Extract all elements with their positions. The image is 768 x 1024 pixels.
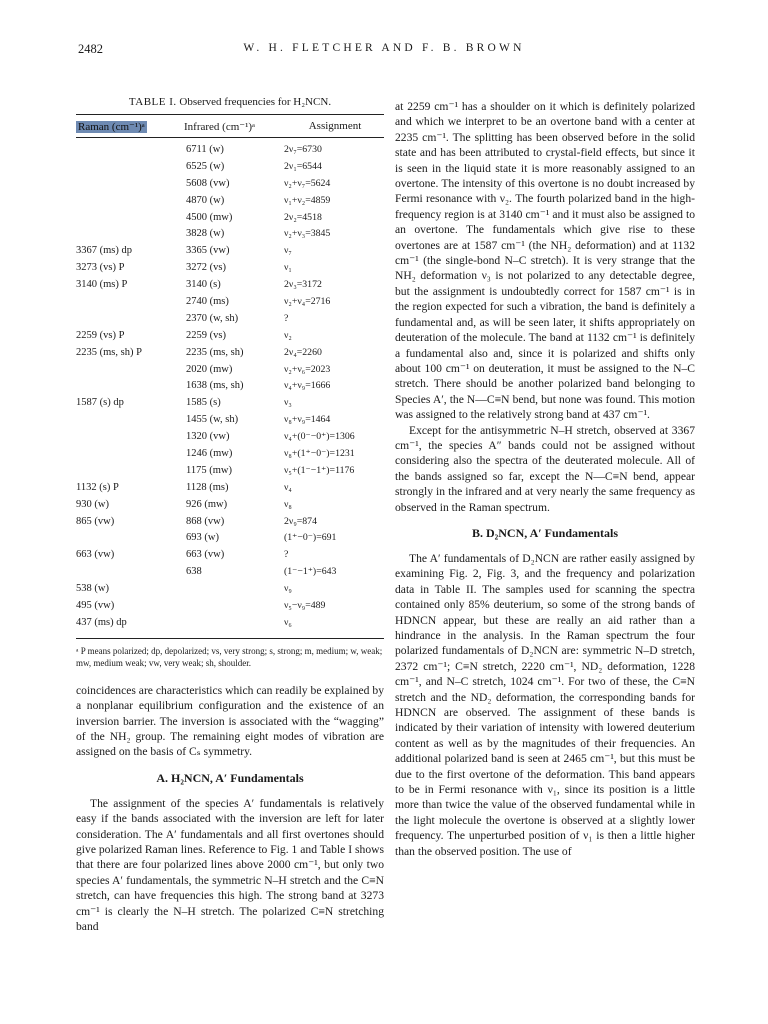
raman-cell: 930 (w): [76, 498, 109, 510]
infrared-cell: 4870 (w): [186, 194, 225, 206]
right-paragraph-1: at 2259 cm⁻¹ has a shoulder on it which is definitely polarized and which we interpret to be an overtone band with a center at 2235 cm⁻¹. The splitting has been observed before in the solid state and has been attributed to crystal-field effects, but since it is seen in the liquid state it is more reasonably assigned to an overtone. The intensity of this overtone is no doubt increased by Fermi resonance with ν₂. The fourth polarized band in the high-frequency region is at 3140 cm⁻¹ and it must also be assigned to an overtone. The fundamentals which give rise to these overtones are at 1587 cm⁻¹ (the NH₂ deformation) and at 1132 cm⁻¹ (the single-bond N–C stretch). It is very strange that the NH₂ deformation ν₃ is not polarized to any detectable degree, but the assignment is undoubtedly correct for 1587 cm⁻¹ is in the region expected for such a vibration, the band is definitely a fundamental and, as will be seen later, it shifts appropriately on deuteration of the molecule. The band at 1132 cm⁻¹ is definitely a fundamental also and, since it is polarized and shifts only about 100 cm⁻¹ on deuteration, it must be assigned to the N–C stretch. There should be another polarized band belonging to Species A′, the N—C≡N bend, but none was found. This motion was assigned to the relatively strong band at 437 cm⁻¹.: [395, 100, 695, 422]
assignment-cell: ν₈+ν₉=1464: [284, 414, 331, 426]
assignment-cell: ν₄+ν₉=1666: [284, 380, 331, 392]
infrared-cell: 1638 (ms, sh): [186, 380, 244, 392]
right-column: [395, 99, 695, 859]
table-row: [76, 345, 384, 362]
table-row: [76, 412, 384, 429]
infrared-cell: 2235 (ms, sh): [186, 346, 244, 358]
section-heading-b: B. D₂NCN, A′ Fundamentals: [472, 525, 618, 540]
table-row: [76, 514, 384, 531]
infrared-cell: 6711 (w): [186, 144, 224, 155]
table-row: [76, 210, 384, 227]
table-caption-text: Observed frequencies for H₂NCN.: [179, 96, 332, 108]
raman-cell: [76, 446, 186, 463]
table-row: [76, 176, 384, 193]
raman-cell: [76, 530, 186, 547]
table-caption: [76, 96, 384, 108]
right-paragraph-2: Except for the antisymmetric N–H stretch, observed at 3367 cm⁻¹, the species A″ bands could not be assigned without considering also the spectra of the deuterated molecule. All of the bands assigned so far, except the N—C≡N bend, appear strongly in the infrared and at very nearly the same frequency as observed in the Raman spectrum.: [395, 423, 695, 514]
table-header-row: [76, 115, 384, 138]
table-row: [76, 294, 384, 311]
raman-cell: 865 (vw): [76, 515, 115, 527]
infrared-cell: 3272 (vs): [186, 262, 226, 274]
assignment-cell: ν₄+(0⁻−0⁺)=1306: [284, 431, 355, 443]
table-row: [76, 260, 384, 277]
infrared-cell: 3828 (w): [186, 228, 225, 240]
assignment-cell: ν₃: [284, 397, 292, 409]
assignment-cell: ?: [284, 312, 289, 324]
infrared-cell: [186, 598, 284, 615]
raman-cell: 538 (w): [76, 583, 109, 595]
infrared-cell: 2740 (ms): [186, 296, 229, 308]
table-body: [76, 138, 384, 638]
table-row: [76, 328, 384, 345]
assignment-cell: ?: [284, 549, 289, 561]
assignment-cell: ν₄: [284, 481, 292, 493]
table-row: [76, 564, 384, 581]
table-row: [76, 142, 384, 159]
section-heading-a: A. H₂NCN, A′ Fundamentals: [156, 770, 304, 785]
assignment-cell: ν₆: [284, 616, 292, 628]
table-row: [76, 429, 384, 446]
raman-cell: 495 (vw): [76, 600, 115, 612]
assignment-cell: ν₂+ν₄=2716: [284, 296, 331, 308]
raman-cell: [76, 412, 186, 429]
assignment-cell: ν₁+ν₂=4859: [284, 194, 331, 206]
raman-cell: 437 (ms) dp: [76, 616, 127, 628]
table-row: [76, 395, 384, 412]
assignment-cell: 2ν₉=874: [284, 515, 317, 527]
raman-cell: 2235 (ms, sh) P: [76, 346, 142, 358]
assignment-cell: ν₅−ν₉=489: [284, 600, 326, 612]
table-caption-label: TABLE I.: [128, 96, 177, 108]
header-infrared: Infrared (cm⁻¹)ᵃ: [184, 121, 256, 133]
infrared-cell: [186, 581, 284, 598]
table-row: [76, 243, 384, 260]
raman-cell: [76, 193, 186, 210]
left-paragraph-2: The assignment of the species A′ fundamentals is relatively easy if the bands associated with the inversion are left for later consideration. The A′ fundamentals and all first overtones should give polarized Raman lines. Reference to Fig. 1 and Table I shows that there are four polarized lines above 2000 cm⁻¹, but only two species A′ fundamentals, the symmetric N–H stretch and the C≡N stretch, can have frequencies this high. The strong band at 3273 cm⁻¹ is clearly the N–H stretch. The polarized C≡N stretching band: [76, 796, 384, 934]
table-row: [76, 362, 384, 379]
infrared-cell: 2259 (vs): [186, 329, 226, 341]
left-column: [76, 96, 384, 935]
table-row: [76, 598, 384, 615]
table-row: [76, 581, 384, 598]
infrared-cell: 663 (vw): [186, 549, 225, 561]
table-row: [76, 615, 384, 632]
assignment-cell: ν₈: [284, 498, 292, 510]
assignment-cell: 2ν₂=4518: [284, 211, 322, 223]
page-header: [0, 42, 768, 62]
table-row: [76, 446, 384, 463]
assignment-cell: ν₂+ν₇=5624: [284, 177, 331, 189]
table-row: [76, 277, 384, 294]
raman-cell: [76, 311, 186, 328]
raman-cell: [76, 362, 186, 379]
assignment-cell: (1⁺−0⁻)=691: [284, 532, 337, 544]
raman-cell: 1132 (s) P: [76, 481, 119, 493]
infrared-cell: 1320 (vw): [186, 431, 230, 443]
infrared-cell: 693 (w): [186, 532, 219, 544]
assignment-cell: 2ν₃=3172: [284, 279, 322, 291]
infrared-cell: 3365 (vw): [186, 245, 230, 257]
assignment-cell: ν₉: [284, 583, 292, 595]
infrared-cell: 4500 (mw): [186, 211, 233, 223]
raman-cell: [76, 294, 186, 311]
right-paragraph-3: The A′ fundamentals of D₂NCN are rather easily assigned by examining Fig. 2, Fig. 3, and the frequency and polarization data in Table II. The samples used for scanning the spectra contained only 85% deuterium, so some of the strong bands of HDNCN appear, but these are really an aid rather than a hindrance in the analysis. In the Raman spectrum the four polarized fundamentals of D₂NCN are: symmetric N–D stretch, 2372 cm⁻¹; C≡N stretch, 2220 cm⁻¹, ND₂ deformation, 1228 cm⁻¹, and N–C stretch, 1024 cm⁻¹. For two of these, the C≡N stretch and the ND₂ deformation, the corresponding bands for HDNCN are observed. The assignment of these bands is indicated by their variation of intensity with lowered deuterium content as well as by the magnitudes of their frequencies. An additional polarized band is seen at 2465 cm⁻¹, but this must be due to the first overtone of the deformation. This band appears to be in Fermi resonance with ν₁, since its position is a little more than twice the value of the observed fundamental while in the light molecule the overtone is observed at a slightly lower frequency. The unperturbed position of ν₁ is then a little higher than the observed position. The use of: [395, 551, 695, 858]
assignment-cell: 2ν₇=6730: [284, 144, 322, 155]
assignment-cell: ν₅+(1⁻−1⁺)=1176: [284, 464, 355, 476]
table-row: [76, 480, 384, 497]
running-head: W. H. FLETCHER AND F. B. BROWN: [243, 42, 525, 54]
table-row: [76, 193, 384, 210]
infrared-cell: 926 (mw): [186, 498, 228, 510]
infrared-cell: 1246 (mw): [186, 448, 233, 460]
raman-cell: [76, 176, 186, 193]
raman-cell: 3140 (ms) P: [76, 279, 128, 291]
infrared-cell: 868 (vw): [186, 515, 225, 527]
assignment-cell: ν₂: [284, 329, 292, 341]
infrared-cell: 1455 (w, sh): [186, 414, 239, 426]
assignment-cell: ν₁: [284, 262, 292, 274]
raman-cell: [76, 564, 186, 581]
table-row: [76, 226, 384, 243]
page-number: 2482: [78, 42, 103, 56]
raman-cell: [76, 429, 186, 446]
assignment-cell: 2ν₄=2260: [284, 346, 322, 358]
table-footnote: ᵃ P means polarized; dp, depolarized; vs, very strong; s, strong; m, medium; w, weak; mw, medium weak; vw, very weak; sh, shoulder.: [76, 645, 383, 668]
raman-cell: 663 (vw): [76, 549, 115, 561]
infrared-cell: 1585 (s): [186, 397, 221, 409]
table-row: [76, 311, 384, 328]
assignment-cell: ν₂+ν₆=2023: [284, 363, 331, 375]
assignment-cell: ν₈+(1⁺−0⁻)=1231: [284, 448, 355, 460]
raman-cell: [76, 378, 186, 395]
raman-cell: 3367 (ms) dp: [76, 245, 132, 257]
header-assignment: Assignment: [308, 120, 362, 132]
infrared-cell: [186, 615, 284, 632]
table-row: [76, 497, 384, 514]
infrared-cell: 638: [186, 566, 202, 578]
raman-cell: [76, 142, 186, 159]
assignment-cell: 2ν₁=6544: [284, 160, 322, 172]
header-raman: Raman (cm⁻¹)ᵃ: [78, 121, 145, 133]
raman-cell: [76, 463, 186, 480]
infrared-cell: 2020 (mw): [186, 363, 233, 375]
raman-cell: 3273 (vs) P: [76, 262, 125, 274]
infrared-cell: 5608 (vw): [186, 177, 230, 189]
assignment-cell: (1⁻−1⁺)=643: [284, 566, 337, 578]
table-row: [76, 159, 384, 176]
raman-cell: [76, 226, 186, 243]
assignment-cell: ν₇: [284, 245, 292, 257]
table-row: [76, 530, 384, 547]
assignment-cell: ν₂+ν₃=3845: [284, 228, 331, 240]
raman-cell: [76, 210, 186, 227]
table-row: [76, 463, 384, 480]
left-paragraph-1: coincidences are characteristics which can readily be explained by a nonplanar equilibrium configuration and the existence of an inversion barrier. The inversion is associated with the “wagging” of the NH₂ group. The remaining eight modes of vibration are assigned on the basis of Cₛ symmetry.: [76, 683, 384, 759]
table-row: [76, 378, 384, 395]
raman-cell: 1587 (s) dp: [76, 397, 124, 409]
table-row: [76, 547, 384, 564]
raman-cell: 2259 (vs) P: [76, 329, 125, 341]
infrared-cell: 3140 (s): [186, 279, 221, 291]
infrared-cell: 1175 (mw): [186, 464, 232, 476]
infrared-cell: 2370 (w, sh): [186, 312, 239, 324]
raman-cell: [76, 159, 186, 176]
infrared-cell: 1128 (ms): [186, 481, 229, 493]
frequency-table: [76, 114, 384, 639]
infrared-cell: 6525 (w): [186, 160, 225, 172]
